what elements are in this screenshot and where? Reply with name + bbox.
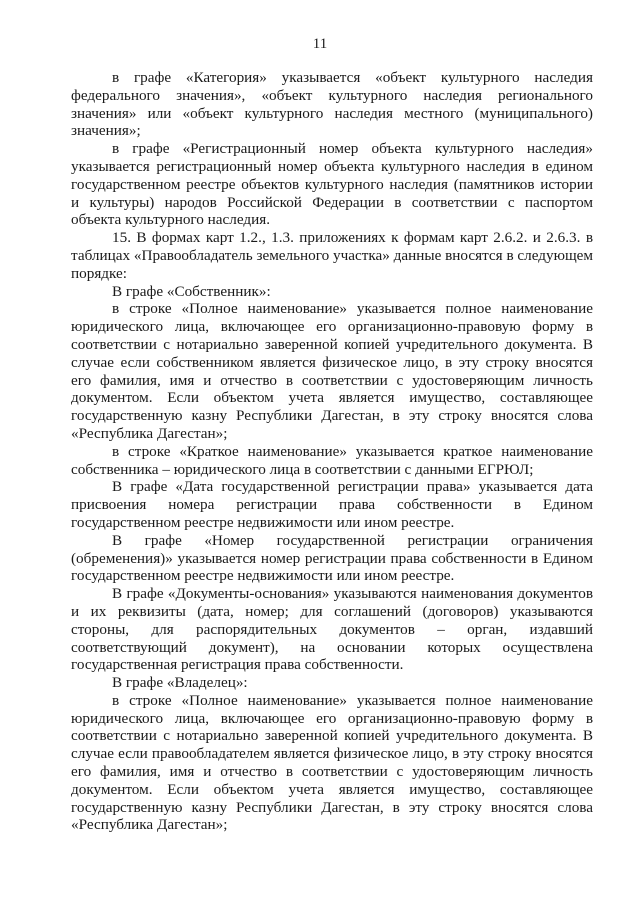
paragraph-owner-full-name: в строке «Полное наименование» указывается полное наименование юридического лица, включающее его организационно-правовую форму в соответствии с нотариально заверенной копией учредительного документа. В случае если собственником является физическое лицо, в эту строку вносятся его фамилия, имя и отчество в соответствии с удостоверяющим личность документом. Если объектом учета является имущество, составляющее государственную казну Республики Дагестан, в эту строку вносятся слова «Республика Дагестан»; bbox=[71, 300, 593, 442]
paragraph-basis-documents: В графе «Документы-основания» указываются наименования документов и их реквизиты (дата, номер; для соглашений (договоров) указываются стороны, для распорядительных документов – орган, издавший соответствующий документ), на основании которых осуществлена государственная регистрация права собственности. bbox=[71, 585, 593, 674]
paragraph-registration-number: в графе «Регистрационный номер объекта культурного наследия» указывается регистрационный номер объекта культурного наследия в едином государственном реестре объектов культурного наследия (памятников истории и культуры) народов Российской Федерации в соответствии с паспортом объекта культурного наследия. bbox=[71, 140, 593, 229]
paragraph-item-15: 15. В формах карт 1.2., 1.3. приложениях к формам карт 2.6.2. и 2.6.3. в таблицах «Правообладатель земельного участка» данные вносятся в следующем порядке: bbox=[71, 229, 593, 282]
paragraph-holder-full-name: в строке «Полное наименование» указывается полное наименование юридического лица, включающее его организационно-правовую форму в соответствии с нотариально заверенной копией учредительного документа. В случае если правообладателем является физическое лицо, в эту строку вносятся его фамилия, имя и отчество в соответствии с удостоверяющим личность документом. Если объектом учета является имущество, составляющее государственную казну Республики Дагестан, в эту строку вносятся слова «Республика Дагестан»; bbox=[71, 691, 593, 834]
paragraph-registration-date: В графе «Дата государственной регистрации права» указывается дата присвоения номера регистрации права собственности в Едином государственном реестре недвижимости или ином реестре. bbox=[71, 478, 593, 531]
paragraph-owner-short-name: в строке «Краткое наименование» указывается краткое наименование собственника – юридического лица в соответствии с данными ЕГРЮЛ; bbox=[71, 442, 593, 478]
paragraph-encumbrance-number: В графе «Номер государственной регистрации ограничения (обременения)» указывается номер регистрации права собственности в Едином государственном реестре недвижимости или ином реестре. bbox=[71, 531, 593, 585]
document-body bbox=[71, 69, 593, 834]
paragraph-holder-heading: В графе «Владелец»: bbox=[112, 674, 248, 692]
paragraph-category: в графе «Категория» указывается «объект культурного наследия федерального значения», «объект культурного наследия регионального значения» или «объект культурного наследия местного (муниципального) значения»; bbox=[71, 69, 593, 140]
paragraph-owner-heading: В графе «Собственник»: bbox=[112, 282, 271, 300]
page-number: 11 bbox=[312, 36, 328, 52]
